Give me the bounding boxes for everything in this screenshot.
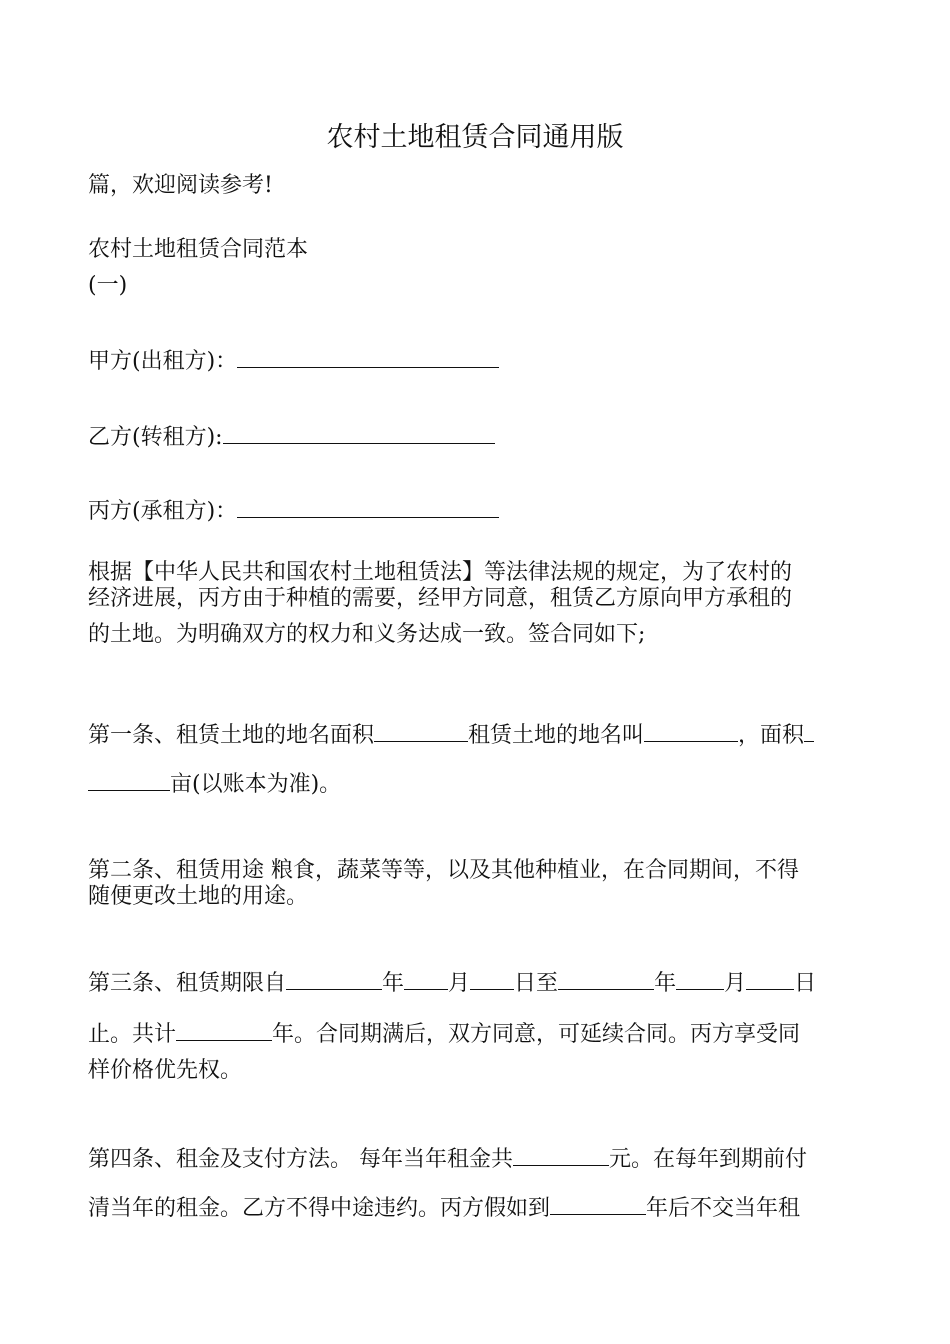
article3-line-2 — [88, 1020, 800, 1048]
party-b-label: 乙方(转租方): — [88, 425, 223, 450]
article4-text-a: 第四条、租金及支付方法。 每年当年租金共 — [88, 1147, 513, 1172]
article3-text-c: 年。合同期满后，双方同意，可延续合同。丙方享受同 — [272, 1022, 801, 1047]
article3-line-3: 样价格优先权。 — [88, 1058, 243, 1083]
article2-line-2: 随便更改土地的用途。 — [88, 884, 309, 909]
area-size-blank — [88, 770, 170, 791]
sample-heading: 农村土地租赁合同范本 — [88, 237, 309, 262]
article4-line-2 — [88, 1194, 800, 1222]
end-day-label: 日 — [794, 971, 817, 996]
section-number: (一) — [88, 273, 128, 298]
article1-text-d: 亩(以账本为准)。 — [170, 772, 342, 797]
total-years-blank — [176, 1020, 272, 1041]
place-name-blank — [644, 721, 738, 742]
preamble-line-3: 的土地。为明确双方的权力和义务达成一致。签合同如下; — [88, 622, 646, 647]
end-month-blank — [676, 969, 724, 990]
article1-text-c: ，面积 — [738, 723, 805, 748]
end-month-label: 月 — [724, 971, 747, 996]
article4-text-c: 清当年的租金。乙方不得中途违约。丙方假如到 — [88, 1196, 551, 1221]
article2-line-1: 第二条、租赁用途 粮食，蔬菜等等，以及其他种植业，在合同期间，不得 — [88, 858, 799, 883]
start-month-blank — [404, 969, 448, 990]
preamble-line-2: 经济进展，丙方由于种植的需要，经甲方同意，租赁乙方原向甲方承租的 — [88, 586, 793, 611]
article1-line-2 — [88, 770, 341, 798]
area-size-blank-start — [804, 721, 814, 742]
default-year-blank — [550, 1194, 646, 1215]
party-b-line — [88, 423, 495, 451]
start-day-blank — [470, 969, 514, 990]
day-to-label: 日至 — [514, 971, 559, 996]
party-a-line — [88, 347, 499, 375]
party-c-line — [88, 497, 499, 525]
article1-text-b: 租赁土地的地名叫 — [468, 723, 645, 748]
rent-amount-blank — [513, 1145, 609, 1166]
article3-line-1 — [88, 969, 816, 997]
party-c-blank — [237, 497, 499, 518]
article4-line-1 — [88, 1145, 807, 1173]
article4-text-d: 年后不交当年租 — [646, 1196, 801, 1221]
article3-text-b: 止。共计 — [88, 1022, 177, 1047]
preamble-line-1: 根据【中华人民共和国农村土地租赁法】等法律法规的规定，为了农村的 — [88, 560, 793, 585]
party-a-blank — [237, 347, 499, 368]
party-a-label: 甲方(出租方)： — [88, 349, 238, 374]
month-label: 月 — [448, 971, 471, 996]
party-b-blank — [223, 423, 495, 444]
document-title: 农村土地租赁合同通用版 — [326, 122, 624, 153]
article1-line-1 — [88, 721, 814, 749]
start-year-blank — [286, 969, 382, 990]
year-label: 年 — [382, 971, 405, 996]
party-c-label: 丙方(承租方)： — [88, 499, 238, 524]
intro-text: 篇，欢迎阅读参考! — [88, 173, 273, 198]
article1-text-a: 第一条、租赁土地的地名面积 — [88, 723, 375, 748]
end-year-label: 年 — [654, 971, 677, 996]
end-year-blank — [558, 969, 654, 990]
end-day-blank — [746, 969, 794, 990]
article4-text-b: 元。在每年到期前付 — [609, 1147, 808, 1172]
area-blank — [374, 721, 468, 742]
article3-text-a: 第三条、租赁期限自 — [88, 971, 287, 996]
